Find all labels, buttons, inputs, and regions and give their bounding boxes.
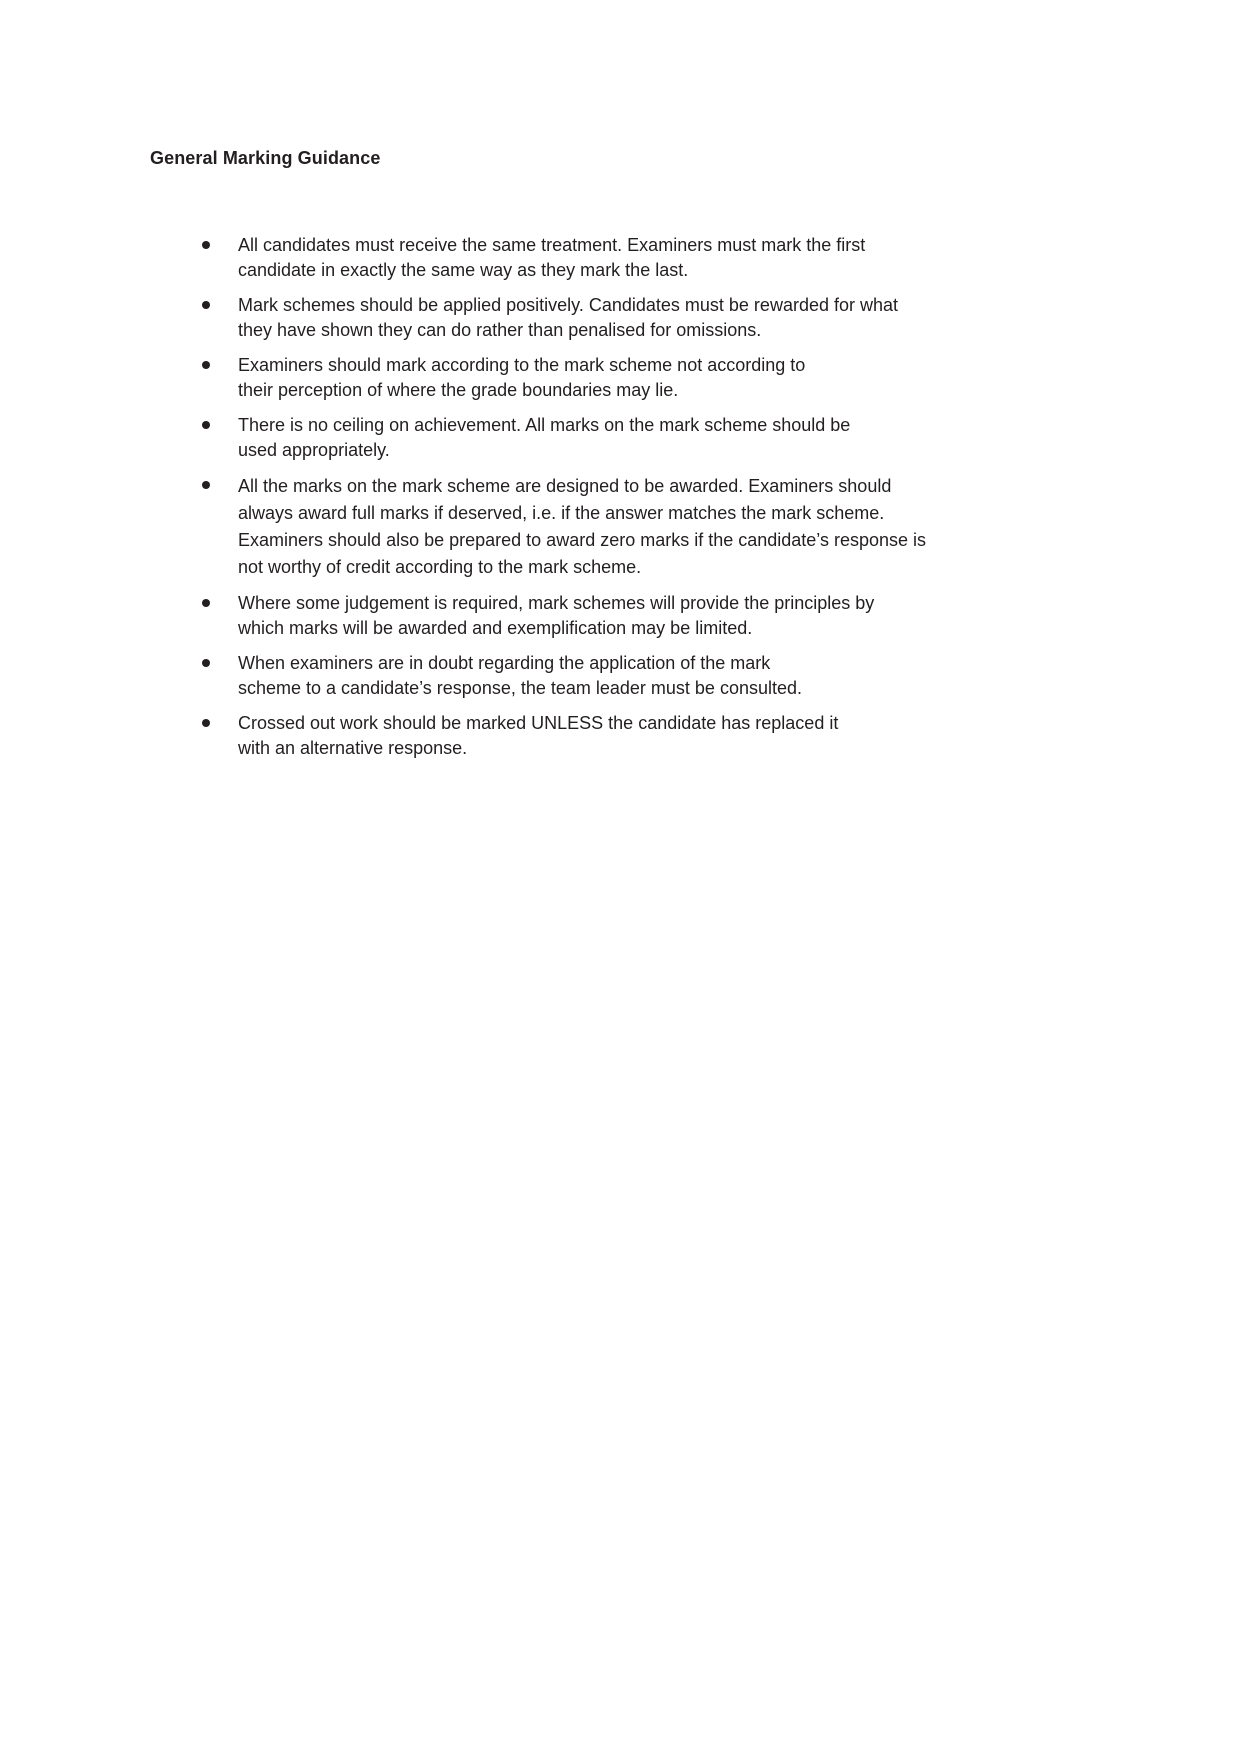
guidance-item: [200, 293, 1000, 343]
guidance-text-line: their perception of where the grade boundaries may lie.: [238, 380, 679, 400]
bullet-icon: [202, 719, 210, 727]
guidance-text-line: All the marks on the mark scheme are designed to be awarded. Examiners should: [238, 476, 892, 496]
guidance-item: [200, 233, 1000, 283]
bullet-icon: [202, 421, 210, 429]
guidance-text-line: Examiners should mark according to the mark scheme not according to: [238, 355, 806, 375]
guidance-text-line: All candidates must receive the same treatment. Examiners must mark the first: [238, 235, 866, 255]
bullet-icon: [202, 599, 210, 607]
guidance-item: [200, 473, 1000, 581]
guidance-item: [200, 353, 1000, 403]
bullet-icon: [202, 481, 210, 489]
guidance-text-line: There is no ceiling on achievement. All marks on the mark scheme should be: [238, 415, 851, 435]
guidance-item: [200, 651, 1000, 701]
guidance-text-line: When examiners are in doubt regarding the application of the mark: [238, 653, 771, 673]
guidance-text-line: Mark schemes should be applied positively. Candidates must be rewarded for what: [238, 295, 899, 315]
guidance-text-line: which marks will be awarded and exemplification may be limited.: [238, 618, 753, 638]
bullet-icon: [202, 361, 210, 369]
guidance-text-line: with an alternative response.: [238, 738, 468, 758]
bullet-icon: [202, 301, 210, 309]
page-heading: General Marking Guidance: [150, 148, 381, 168]
guidance-item: [200, 413, 1000, 463]
guidance-text-line: always award full marks if deserved, i.e. if the answer matches the mark scheme.: [238, 503, 885, 523]
guidance-text-line: not worthy of credit according to the mark scheme.: [238, 557, 642, 577]
guidance-item: [200, 591, 1000, 641]
guidance-list: [200, 233, 1000, 771]
guidance-text-line: they have shown they can do rather than penalised for omissions.: [238, 320, 762, 340]
guidance-text-line: used appropriately.: [238, 440, 390, 460]
guidance-text-line: candidate in exactly the same way as they mark the last.: [238, 260, 689, 280]
guidance-item: [200, 711, 1000, 761]
guidance-text-line: Where some judgement is required, mark schemes will provide the principles by: [238, 593, 875, 613]
bullet-icon: [202, 241, 210, 249]
guidance-text-line: scheme to a candidate’s response, the team leader must be consulted.: [238, 678, 803, 698]
guidance-text-line: Crossed out work should be marked UNLESS the candidate has replaced it: [238, 713, 839, 733]
bullet-icon: [202, 659, 210, 667]
guidance-text-line: Examiners should also be prepared to award zero marks if the candidate’s response is: [238, 530, 927, 550]
